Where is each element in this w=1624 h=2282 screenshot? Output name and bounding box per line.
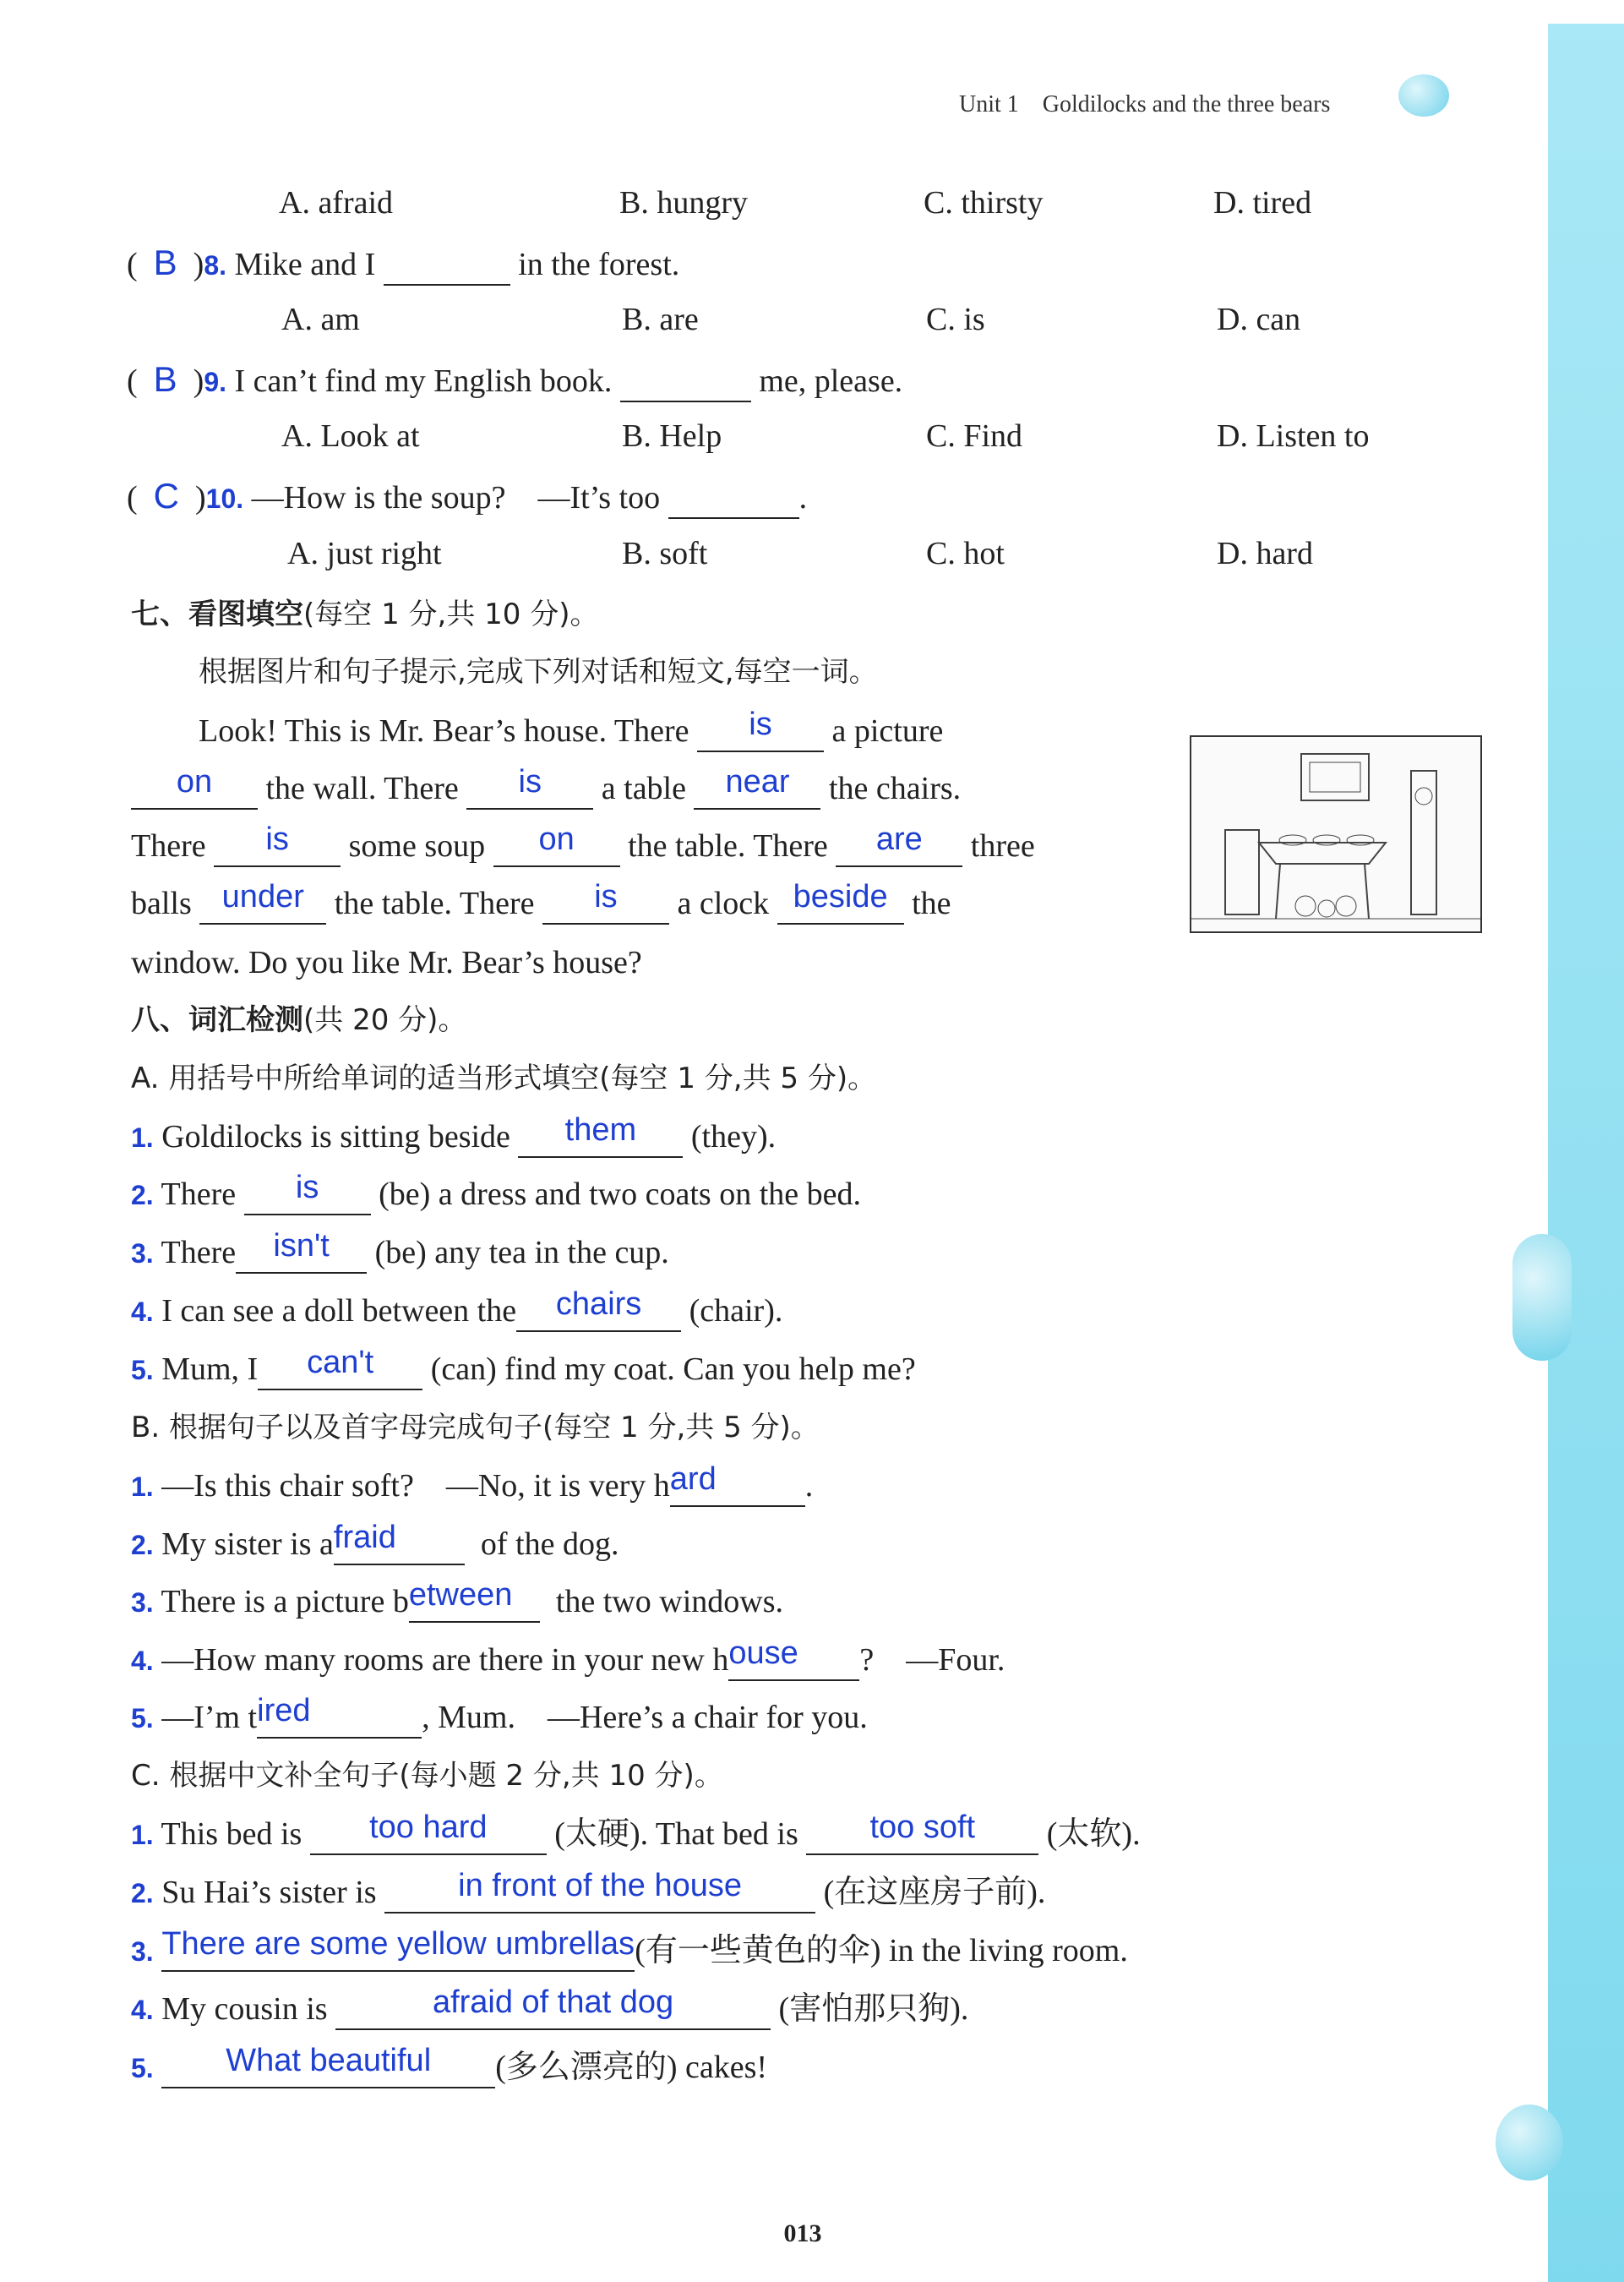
part-a-item bbox=[131, 1286, 783, 1332]
item-text: —Is this chair soft? —No, it is very h bbox=[161, 1468, 670, 1504]
question-number: 9. bbox=[204, 367, 227, 397]
part-a-item bbox=[131, 1170, 861, 1215]
item-text: (can) find my coat. Can you help me? bbox=[430, 1351, 916, 1387]
blank bbox=[806, 1810, 1038, 1855]
blank bbox=[161, 1926, 635, 1972]
option-b: B. are bbox=[622, 302, 699, 337]
blank bbox=[694, 764, 820, 810]
answer: in front of the house bbox=[458, 1868, 743, 1903]
section-8-title bbox=[131, 1001, 466, 1040]
blank bbox=[131, 764, 258, 810]
passage-line-4 bbox=[131, 879, 951, 925]
section-7-title bbox=[131, 595, 598, 634]
blank bbox=[384, 245, 510, 286]
part-b-item bbox=[131, 1693, 868, 1739]
answer: ard bbox=[669, 1461, 717, 1497]
answer: beside bbox=[793, 879, 888, 914]
unit-label: Unit 1 bbox=[959, 91, 1019, 117]
option-d: D. hard bbox=[1217, 536, 1313, 571]
item-number: 3. bbox=[131, 1238, 154, 1269]
blank bbox=[335, 1984, 771, 2030]
passage-text: a table bbox=[601, 771, 686, 806]
item-number: 2. bbox=[131, 1180, 154, 1210]
page-number: 013 bbox=[783, 2219, 822, 2247]
part-b-item bbox=[131, 1635, 1005, 1681]
passage-line-2 bbox=[131, 764, 962, 810]
blank bbox=[668, 478, 799, 519]
answer: fraid bbox=[333, 1520, 396, 1555]
passage-line-3 bbox=[131, 822, 1035, 867]
option-a: A. Look at bbox=[281, 418, 420, 454]
item-number: 4. bbox=[131, 1297, 154, 1327]
passage-text: the table. There bbox=[334, 886, 535, 921]
item-number: 2. bbox=[131, 1878, 154, 1908]
room-illustration bbox=[1190, 735, 1482, 933]
section-score: (每空 1 分,共 10 分)。 bbox=[303, 598, 599, 631]
item-text: Mum, I bbox=[161, 1351, 259, 1387]
section-score: (共 20 分)。 bbox=[303, 1003, 467, 1037]
passage-text: some soup bbox=[348, 828, 486, 864]
item-text: , Mum. —Here’s a chair for you. bbox=[422, 1700, 868, 1735]
answer: too hard bbox=[369, 1810, 488, 1845]
part-c-item bbox=[131, 1868, 1046, 1913]
item-number: 1. bbox=[131, 1820, 154, 1850]
part-c-title: C. 根据中文补全句子(每小题 2 分,共 10 分)。 bbox=[131, 1759, 723, 1793]
part-b-item bbox=[131, 1577, 783, 1623]
passage-text: three bbox=[970, 828, 1035, 864]
side-decoration-strip bbox=[1548, 24, 1624, 2282]
option-c: C. thirsty bbox=[924, 185, 1044, 221]
blank bbox=[777, 879, 904, 925]
blank bbox=[244, 1170, 371, 1215]
blank bbox=[620, 362, 751, 402]
blank bbox=[384, 1868, 815, 1913]
item-text: My sister is a bbox=[161, 1526, 334, 1562]
question-9: ( B )9. I can’t find my English book. me, please. bbox=[127, 360, 902, 402]
option-c: C. Find bbox=[926, 418, 1023, 454]
option-a: A. am bbox=[281, 302, 360, 337]
item-text: (be) a dress and two coats on the bed. bbox=[379, 1176, 861, 1212]
item-number: 1. bbox=[131, 1122, 154, 1153]
part-b-title: B. 根据句子以及首字母完成句子(每空 1 分,共 5 分)。 bbox=[131, 1411, 820, 1444]
blank bbox=[493, 822, 620, 867]
item-text: My cousin is bbox=[161, 1991, 328, 2027]
item-text: (chair). bbox=[689, 1293, 783, 1329]
part-a-title: A. 用括号中所给单词的适当形式填空(每空 1 分,共 5 分)。 bbox=[131, 1062, 877, 1095]
unit-title: Goldilocks and the three bears bbox=[1042, 91, 1331, 117]
question-text: in the forest. bbox=[518, 247, 680, 282]
blank bbox=[214, 822, 341, 867]
item-number: 4. bbox=[131, 1646, 154, 1676]
item-text: (太软). bbox=[1046, 1816, 1141, 1852]
item-text: (多么漂亮的) cakes! bbox=[495, 2050, 768, 2085]
answer: under bbox=[221, 879, 304, 914]
passage-text: a clock bbox=[677, 886, 770, 921]
item-number: 3. bbox=[131, 1936, 154, 1967]
item-text: (太硬). That bed is bbox=[554, 1816, 798, 1852]
question-number: 10. bbox=[205, 483, 244, 514]
item-text: (they). bbox=[690, 1119, 777, 1155]
passage-text: a picture bbox=[831, 713, 944, 749]
page-header bbox=[959, 91, 1330, 118]
passage-text: balls bbox=[131, 886, 192, 921]
passage-line-5: window. Do you like Mr. Bear’s house? bbox=[131, 945, 642, 980]
item-text: (有一些黄色的伞) in the living room. bbox=[635, 1933, 1128, 1968]
item-text: of the dog. bbox=[480, 1526, 619, 1562]
blank bbox=[161, 2043, 495, 2088]
part-b-item bbox=[131, 1520, 619, 1565]
option-d: D. Listen to bbox=[1217, 418, 1370, 454]
passage-line-1 bbox=[199, 707, 944, 752]
option-b: B. Help bbox=[622, 418, 722, 454]
blank bbox=[697, 707, 824, 752]
answer: is bbox=[594, 879, 618, 914]
item-text: —I’m t bbox=[161, 1700, 258, 1735]
girl-illustration bbox=[1512, 1234, 1572, 1361]
balloon-decoration bbox=[1496, 2105, 1563, 2181]
item-number: 5. bbox=[131, 1355, 154, 1385]
question-text: me, please. bbox=[759, 363, 903, 399]
passage-text: Look! This is Mr. Bear’s house. There bbox=[199, 713, 689, 749]
option-b: B. soft bbox=[622, 536, 708, 571]
passage-text: the chairs. bbox=[828, 771, 962, 806]
blank bbox=[542, 879, 669, 925]
room-drawing bbox=[1191, 737, 1480, 931]
part-a-item bbox=[131, 1345, 916, 1390]
part-c-item bbox=[131, 1984, 969, 2030]
item-text: ? —Four. bbox=[859, 1642, 1005, 1678]
passage-text: There bbox=[131, 828, 206, 864]
item-number: 2. bbox=[131, 1530, 154, 1560]
blank bbox=[669, 1461, 805, 1507]
question-number: 8. bbox=[204, 250, 227, 281]
question-text: —It’s too bbox=[537, 480, 661, 516]
answer: B bbox=[153, 359, 177, 399]
option-a: A. afraid bbox=[279, 185, 394, 221]
balloon-decoration bbox=[1398, 74, 1449, 117]
passage-text: the wall. There bbox=[265, 771, 459, 806]
answer: afraid of that dog bbox=[432, 1984, 674, 2020]
item-text: . bbox=[804, 1468, 814, 1504]
option-c: C. is bbox=[926, 302, 985, 337]
option-c: C. hot bbox=[926, 536, 1005, 571]
item-text: —How many rooms are there in your new h bbox=[161, 1642, 729, 1678]
section-heading: 七、看图填空 bbox=[131, 598, 303, 631]
answer: on bbox=[176, 764, 213, 800]
blank bbox=[408, 1577, 540, 1623]
item-text: There bbox=[161, 1176, 237, 1212]
answer: chairs bbox=[555, 1286, 642, 1322]
punctuation: . bbox=[798, 480, 808, 516]
answer: B bbox=[153, 243, 177, 282]
option-b: B. hungry bbox=[619, 185, 748, 221]
answer: them bbox=[564, 1112, 637, 1148]
option-d: D. tired bbox=[1213, 185, 1312, 221]
item-text: (害怕那只狗). bbox=[778, 1991, 969, 2027]
part-c-item bbox=[131, 1810, 1141, 1855]
answer: near bbox=[725, 764, 790, 800]
answer: on bbox=[538, 822, 575, 857]
item-text: This bed is bbox=[161, 1816, 302, 1852]
blank bbox=[836, 822, 962, 867]
answer: is bbox=[518, 764, 542, 800]
blank bbox=[257, 1693, 422, 1739]
answer: etween bbox=[408, 1577, 513, 1613]
answer: What beautiful bbox=[226, 2043, 432, 2078]
answer: There are some yellow umbrellas bbox=[161, 1926, 635, 1962]
blank bbox=[258, 1345, 422, 1390]
passage-text: the bbox=[912, 886, 951, 921]
option-a: A. just right bbox=[287, 536, 442, 571]
section-7-instruction: 根据图片和句子提示,完成下列对话和短文,每空一词。 bbox=[199, 655, 878, 689]
answer: are bbox=[875, 822, 923, 857]
item-text: There bbox=[161, 1235, 237, 1270]
section-heading: 八、词汇检测 bbox=[131, 1003, 303, 1037]
item-text: the two windows. bbox=[555, 1584, 783, 1619]
item-number: 5. bbox=[131, 1703, 154, 1733]
blank bbox=[728, 1635, 859, 1681]
item-text: (在这座房子前). bbox=[823, 1875, 1046, 1910]
question-text: —How is the soup? bbox=[251, 480, 506, 516]
blank bbox=[333, 1520, 465, 1565]
part-a-item bbox=[131, 1228, 669, 1274]
question-text: Mike and I bbox=[234, 247, 376, 282]
item-text: (be) any tea in the cup. bbox=[374, 1235, 669, 1270]
item-text: There is a picture b bbox=[161, 1584, 409, 1619]
blank bbox=[466, 764, 593, 810]
question-text: I can’t find my English book. bbox=[234, 363, 613, 399]
item-text: I can see a doll between the bbox=[161, 1293, 517, 1329]
part-c-item bbox=[131, 2043, 768, 2088]
item-number: 1. bbox=[131, 1471, 154, 1502]
item-number: 4. bbox=[131, 1995, 154, 2025]
answer: ouse bbox=[728, 1635, 798, 1671]
passage-text: the table. There bbox=[628, 828, 828, 864]
part-c-item bbox=[131, 1926, 1128, 1972]
blank bbox=[518, 1112, 683, 1158]
answer: can't bbox=[307, 1345, 374, 1380]
option-d: D. can bbox=[1217, 302, 1301, 337]
answer: C bbox=[153, 476, 179, 516]
part-b-item bbox=[131, 1461, 814, 1507]
blank bbox=[199, 879, 326, 925]
blank bbox=[516, 1286, 681, 1332]
answer: too soft bbox=[869, 1810, 976, 1845]
answer: is bbox=[295, 1170, 319, 1205]
answer: isn't bbox=[273, 1228, 330, 1264]
blank bbox=[310, 1810, 547, 1855]
blank bbox=[236, 1228, 367, 1274]
question-8: ( B )8. Mike and I in the forest. bbox=[127, 243, 679, 286]
answer: is bbox=[749, 707, 772, 742]
item-text: Su Hai’s sister is bbox=[161, 1875, 377, 1910]
item-number: 5. bbox=[131, 2053, 154, 2083]
answer: is bbox=[265, 822, 289, 857]
item-text: Goldilocks is sitting beside bbox=[161, 1119, 510, 1155]
part-a-item bbox=[131, 1112, 777, 1158]
item-number: 3. bbox=[131, 1587, 154, 1618]
question-10: ( C )10. —How is the soup? —It’s too . bbox=[127, 477, 807, 519]
answer: ired bbox=[257, 1693, 311, 1728]
